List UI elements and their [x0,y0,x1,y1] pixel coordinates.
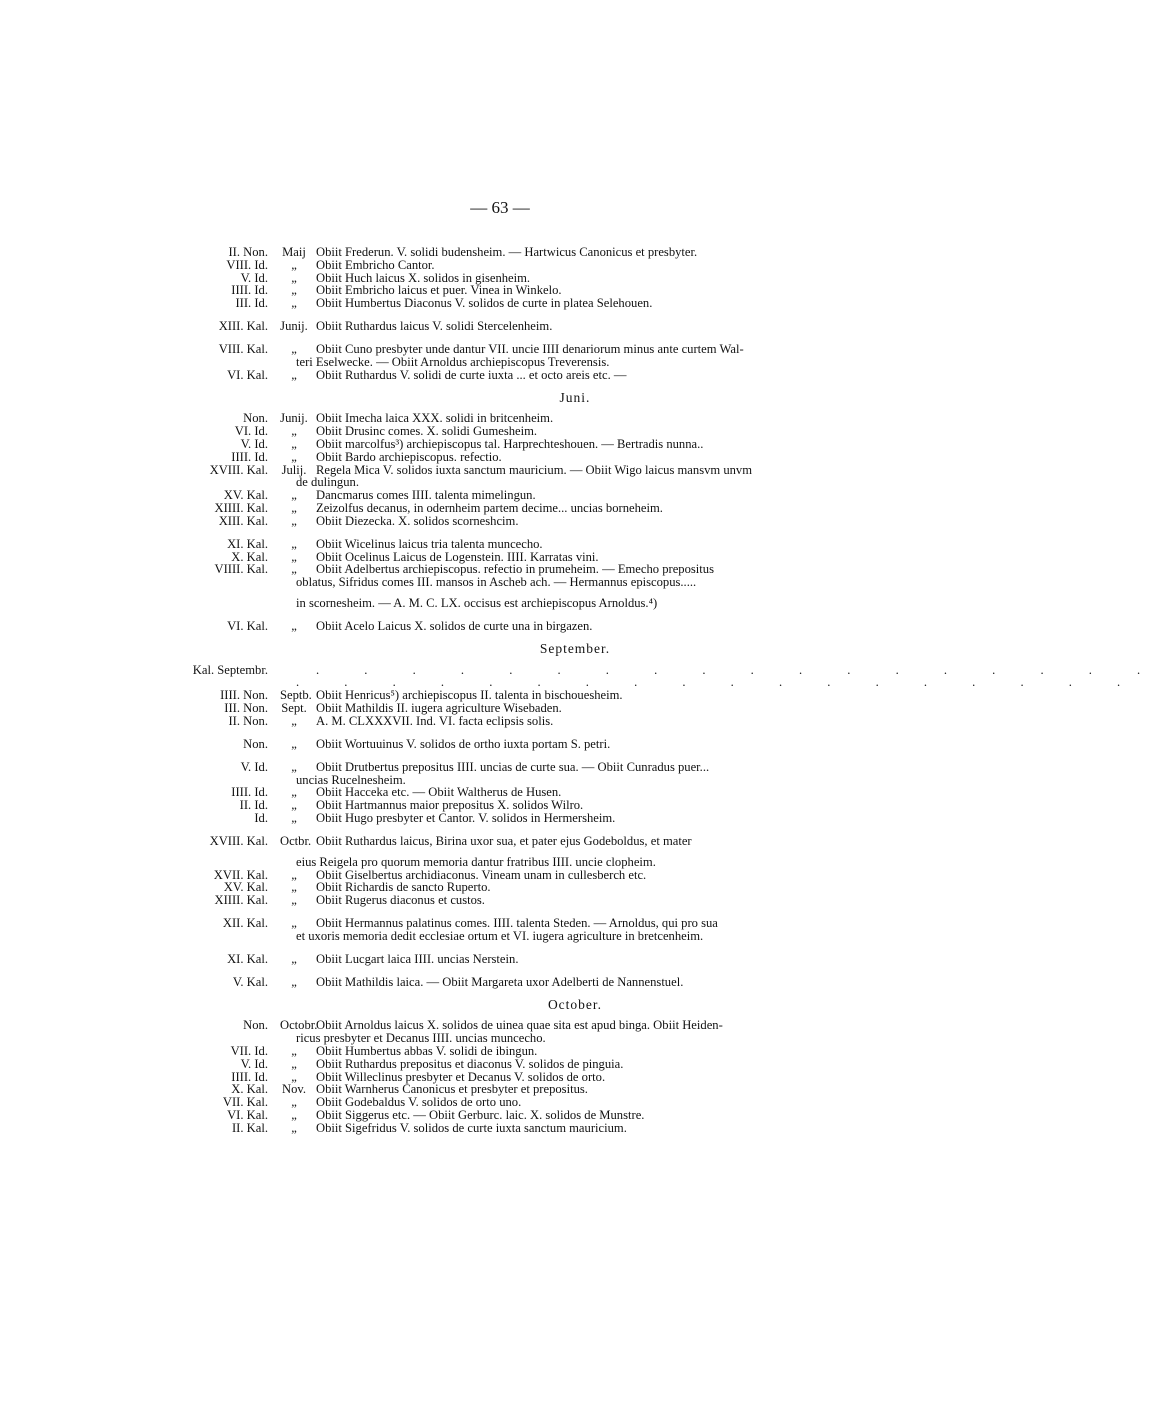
entry-month: „ [291,449,297,464]
entry-month: „ [291,618,297,633]
entry-month: Septb. [280,688,312,703]
entry-month: „ [291,713,297,728]
entry-date: XIII. Kal. [218,319,268,334]
entry-month: „ [291,296,297,311]
obituary-entry [130,502,870,515]
entry-text: Obiit Sigefridus V. solidos de curte iuxta sanctum mauricium. [316,1120,627,1135]
entry-date: XI. Kal. [227,951,268,966]
entry-month: „ [291,867,297,882]
obituary-entry [130,1109,870,1122]
entry-date: VI. Id. [234,424,268,439]
entry-text: Obiit Embricho laicus et puer. Vinea in Winkelo. [316,283,562,298]
obituary-entry [130,799,870,812]
entry-text: Obiit marcolfus³) archiepiscopus tal. Harprechteshouen. — Bertradis nunna.. [316,436,704,451]
obituary-entry [130,966,870,989]
obituary-entry [130,689,870,702]
entry-month: Junij. [280,411,308,426]
section-heading: September. [539,640,611,656]
entry-continuation: uncias Rucelnesheim. [296,772,406,787]
entry-text: Obiit Ruthardus laicus, Birina uxor sua, et pater ejus Godeboldus, et mater [316,833,692,848]
entry-date: IIII. Id. [231,1069,268,1084]
entry-text: Obiit Ruthardus V. solidi de curte iuxta ... et octo areis etc. — [316,367,627,382]
entry-month: „ [291,257,297,272]
entry-text: Obiit Imecha laica XXX. solidi in britcenheim. [316,411,554,426]
entry-month: „ [291,785,297,800]
necrology-text [130,245,1161,1135]
entry-month: „ [291,759,297,774]
entry-month: „ [291,974,297,989]
entry-date: IIII. Id. [231,785,268,800]
obituary-entry [130,528,870,551]
entry-date: VI. Kal. [227,618,268,633]
entry-month: Octbr. [280,833,312,848]
entry-month: Julij. [281,462,307,477]
entry-date: XV. Kal. [223,488,268,503]
omission-dots: . . . . . . . . . . . . . . . . . . [316,662,1161,677]
entry-date: V. Id. [240,270,268,285]
entry-date: II. Id. [239,798,268,813]
entry-text: Obiit Bardo archiepiscopus. refectio. [316,449,502,464]
entry-text: Obiit Adelbertus archiepiscopus. refectio in prumeheim. — Emecho prepositus [316,562,715,577]
entry-text: Obiit Diezecka. X. solidos scorneshcim. [316,513,519,528]
obituary-entry [130,610,870,633]
entry-text: Obiit Wortuuinus V. solidos de ortho iuxta portam S. petri. [316,736,611,751]
entry-text: Obiit Godebaldus V. solidos de orto uno. [316,1095,522,1110]
entry-text: Obiit Acelo Laicus X. solidos de curte una in birgazen. [316,618,593,633]
entry-continuation: de dulingun. [296,475,359,490]
entry-text: Obiit Ruthardus laicus V. solidi Stercelenheim. [316,319,553,334]
obituary-entry [130,259,870,272]
obituary-entry [130,333,870,356]
entry-date: Non. [243,1018,268,1033]
entry-date: XVIII. Kal. [209,833,268,848]
entry-text: Obiit Rugerus diaconus et custos. [316,893,485,908]
entry-date: VI. Kal. [227,367,268,382]
entry-date: XIIII. Kal. [214,893,268,908]
entry-text: Dancmarus comes IIII. talenta mimelingun. [316,488,536,503]
obituary-entry [130,751,870,774]
entry-month: „ [291,424,297,439]
section-heading: October. [547,996,603,1012]
obituary-entry [130,451,870,464]
obituary-entry [130,464,870,477]
entry-month: „ [291,1044,297,1059]
entry-date: II. Non. [228,713,268,728]
entry-text: Obiit Frederun. V. solidi budensheim. — Hartwicus Canonicus et presbyter. [316,245,698,259]
obituary-entry [130,702,870,715]
entry-month: Octobr. [280,1018,318,1033]
entry-date: XVIII. Kal. [209,462,268,477]
entry-text: Regela Mica V. solidos iuxta sanctum mauricium. — Obiit Wigo laicus mansvm unvm [316,462,753,477]
entry-text: Obiit Drutbertus prepositus IIII. uncias de curte sua. — Obiit Cunradus puer... [316,759,710,774]
entry-month: „ [291,951,297,966]
entry-date: III. Id. [235,296,268,311]
entry-date: XV. Kal. [223,880,268,895]
entry-month: „ [291,549,297,564]
entry-date: XIII. Kal. [218,513,268,528]
obituary-entry [130,943,870,966]
entry-text: Obiit Giselbertus archidiaconus. Vineam unam in cullesberch etc. [316,867,647,882]
entry-continuation: ricus presbyter et Decanus IIII. uncias muncecho. [296,1031,546,1046]
entry-text: Obiit Lucgart laica IIII. uncias Nerstein. [316,951,519,966]
entry-date: VII. Id. [230,1044,268,1059]
entry-text: Obiit Humbertus Diaconus V. solidos de curte in platea Selehouen. [316,296,653,311]
obituary-entry [130,1122,870,1135]
entry-date: V. Id. [240,759,268,774]
obituary-entry [130,438,870,451]
section [130,389,870,633]
obituary-entry [130,825,870,848]
entry-month: „ [291,1108,297,1123]
entry-month: „ [291,500,297,515]
entry-date: V. Id. [240,436,268,451]
entry-month: „ [291,893,297,908]
page-number: — 63 — [470,198,530,217]
entry-month: „ [291,810,297,825]
entry-text: Obiit Mathildis laica. — Obiit Margareta uxor Adelberti de Nannenstuel. [316,974,684,989]
entry-date: VI. Kal. [227,1108,268,1123]
section-heading: Juni. [559,389,591,405]
obituary-entry [130,310,870,333]
entry-date: III. Non. [224,700,268,715]
entry-text: Obiit Hartmannus maior prepositus X. solidos Wilro. [316,798,584,813]
section [130,640,1161,989]
entry-date: II. Non. [228,245,268,259]
obituary-entry [130,515,870,528]
entry-text: Obiit Hermannus palatinus comes. IIII. talenta Steden. — Arnoldus, qui pro sua [316,916,718,931]
entry-date: VII. Kal. [222,1095,268,1110]
entry-month: „ [291,283,297,298]
entry-date: IIII. Id. [231,449,268,464]
entry-text: Obiit Ocelinus Laicus de Logenstein. IIII. Karratas vini. [316,549,599,564]
entry-month: „ [291,1120,297,1135]
obituary-entry [130,1045,870,1058]
entry-date: IIII. Non. [220,688,268,703]
entry-text: Obiit Henricus⁵) archiepiscopus II. talenta in bischouesheim. [316,688,623,703]
obituary-entry [130,297,870,310]
obituary-entry [130,1058,870,1071]
entry-continuation: in scornesheim. — A. M. C. LX. occisus est archiepiscopus Arnoldus.⁴) [296,595,658,610]
entry-text: Obiit Embricho Cantor. [316,257,435,272]
obituary-entry [130,894,870,907]
entry-date: XI. Kal. [227,536,268,551]
entry-date: Non. [243,736,268,751]
obituary-entry [130,369,870,382]
entry-date: Kal. Septembr. [192,662,268,677]
obituary-entry [130,812,870,825]
entry-month: „ [291,488,297,503]
entry-text: Obiit Wicelinus laicus tria talenta muncecho. [316,536,543,551]
entry-continuation: oblatus, Sifridus comes III. mansos in Ascheb ach. — Hermannus episcopus..... [296,575,697,590]
entry-date: X. Kal. [231,1082,268,1097]
entry-text: Obiit Arnoldus laicus X. solidos de uinea quae sita est apud binga. Obiit Heiden- [316,1018,723,1033]
entry-month: „ [291,1069,297,1084]
entry-text: Obiit Ruthardus prepositus et diaconus V. solidos de pinguia. [316,1056,624,1071]
entry-month: Junij. [280,319,308,334]
entry-text: Obiit Warnherus Canonicus et presbyter et prepositus. [316,1082,588,1097]
section [130,996,870,1135]
entry-text: Obiit Humbertus abbas V. solidi de ibingun. [316,1044,538,1059]
entry-text: Obiit Cuno presbyter unde dantur VII. uncie IIII denariorum minus ante curtem Wal- [316,342,744,357]
obituary-entry [130,246,870,259]
entry-date: Id. [254,810,268,825]
entry-text: Obiit Siggerus etc. — Obiit Gerburc. laic. X. solidos de Munstre. [316,1108,645,1123]
entry-month: „ [291,367,297,382]
entry-month: „ [291,436,297,451]
entry-text: A. M. CLXXXVII. Ind. VI. facta eclipsis solis. [316,713,554,728]
entry-date: XII. Kal. [222,916,268,931]
entry-text: Obiit Drusinc comes. X. solidi Gumesheim. [316,424,538,439]
entry-date: XIIII. Kal. [214,500,268,515]
entry-month: „ [291,513,297,528]
entry-text: Obiit Huch laicus X. solidos in gisenheim. [316,270,531,285]
entry-month: „ [291,1095,297,1110]
entry-month: „ [291,798,297,813]
entry-date: II. Kal. [231,1120,268,1135]
entry-text: Obiit Mathildis II. iugera agriculture Wisebaden. [316,700,562,715]
entry-month: „ [291,880,297,895]
entry-text: Zeizolfus decanus, in odernheim partem decime... uncias borneheim. [316,500,663,515]
obituary-entry [130,715,870,728]
entry-month: „ [291,342,297,357]
entry-date: Non. [243,411,268,426]
entry-month: „ [291,736,297,751]
obituary-entry [130,907,870,930]
entry-date: VIII. Id. [226,257,268,272]
entry-date: V. Id. [240,1056,268,1071]
entry-text: Obiit Hugo presbyter et Cantor. V. solidos in Hermersheim. [316,810,616,825]
entry-month: „ [291,270,297,285]
section [130,246,870,382]
entry-month: „ [291,916,297,931]
obituary-entry [130,728,870,751]
entry-text: Obiit Hacceka etc. — Obiit Waltherus de Husen. [316,785,562,800]
entry-month: Maij [282,245,306,259]
entry-date: VIIII. Kal. [214,562,268,577]
entry-month: „ [291,1056,297,1071]
entry-text: Obiit Richardis de sancto Ruperto. [316,880,491,895]
entry-month: Nov. [281,1082,307,1097]
entry-date: X. Kal. [231,549,268,564]
entry-date: IIII. Id. [231,283,268,298]
entry-month: Sept. [281,700,307,715]
entry-date: V. Kal. [232,974,268,989]
entry-text: Obiit Willeclinus presbyter et Decanus V. solidos de orto. [316,1069,606,1084]
entry-continuation: et uxoris memoria dedit ecclesiae ortum et VI. iugera agriculture in bretcenheim. [296,928,704,943]
entry-continuation: teri Eselwecke. — Obiit Arnoldus archiepiscopus Treverensis. [296,354,610,369]
entry-month: „ [291,536,297,551]
entry-date: VIII. Kal. [218,342,268,357]
entry-continuation: eius Reigela pro quorum memoria dantur fratribus IIII. uncie clopheim. [296,854,656,869]
omission-dots: . . . . . . . . . . . . . . . . . . [296,675,1142,690]
entry-month: „ [291,562,297,577]
entry-date: XVII. Kal. [213,867,268,882]
